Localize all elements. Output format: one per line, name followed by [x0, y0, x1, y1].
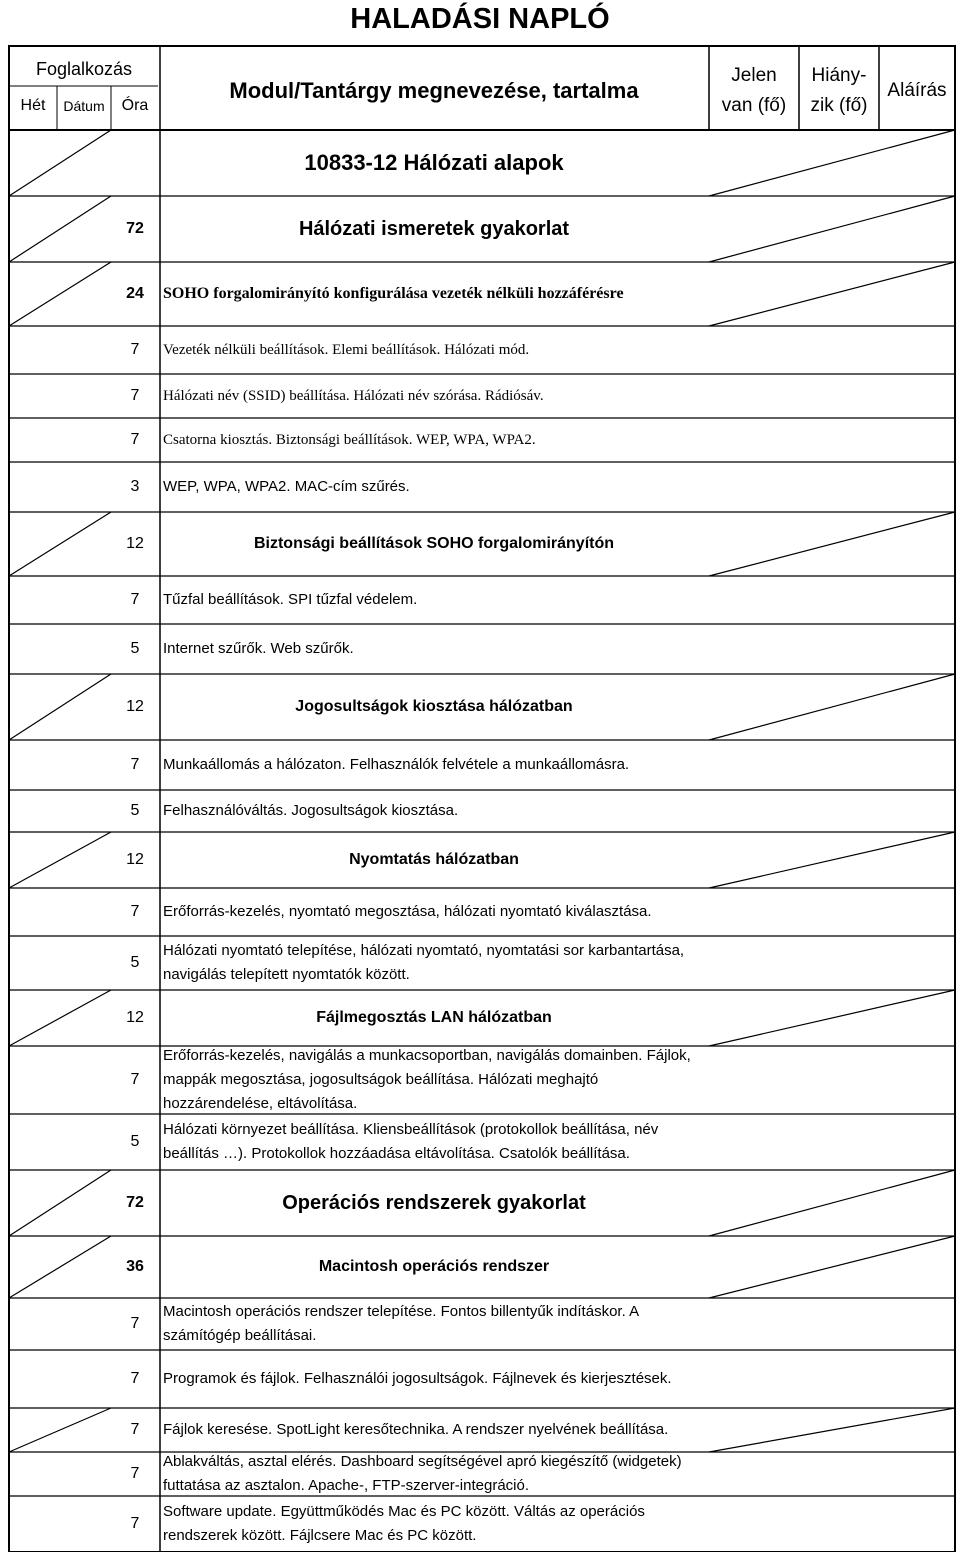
row-heading: Biztonsági beállítások SOHO forgalomirányítón — [253, 535, 615, 552]
row-diagonal-right — [709, 990, 955, 1046]
row-diagonal-left — [9, 1170, 111, 1236]
row-hours: 7 — [130, 1465, 140, 1482]
row-item-text: Hálózati nyomtató telepítése, hálózati nyomtató, nyomtatási sor karbantartása, navigálás telepített nyomtatók között. — [163, 942, 685, 983]
header-datum: Dátum — [63, 98, 105, 114]
header-hianyzik: Hiány-zik (fő) — [810, 65, 868, 116]
row-diagonal-left — [9, 196, 111, 262]
header-jelen-van: Jelen van (fő) — [721, 65, 787, 116]
row-diagonal-left — [9, 512, 111, 576]
row-hours: 12 — [126, 698, 144, 715]
row-heading: Macintosh operációs rendszer — [318, 1258, 550, 1275]
row-hours: 12 — [126, 535, 144, 552]
row-item-text: Programok és fájlok. Felhasználói jogosultságok. Fájlnevek és kierjesztések. — [163, 1370, 672, 1387]
header-ora: Óra — [121, 97, 149, 114]
row-hours: 7 — [130, 1315, 140, 1332]
row-hours: 7 — [130, 903, 140, 920]
row-diagonal-left — [9, 832, 111, 888]
row-diagonal-right — [709, 1236, 955, 1298]
row-hours: 5 — [130, 1133, 140, 1150]
row-diagonal-right — [709, 196, 955, 262]
row-hours: 12 — [126, 1009, 144, 1026]
row-hours: 5 — [130, 640, 140, 657]
row-item-text: Munkaállomás a hálózaton. Felhasználók felvétele a munkaállomásra. — [163, 756, 630, 773]
row-item-text: Erőforrás-kezelés, nyomtató megosztása, hálózati nyomtató kiválasztása. — [163, 903, 652, 920]
row-hours: 5 — [130, 802, 140, 819]
row-hours: 7 — [130, 1515, 140, 1532]
header-het: Hét — [20, 97, 46, 114]
row-item-text: Csatorna kiosztás. Biztonsági beállítások. WEP, WPA, WPA2. — [163, 432, 536, 448]
row-diagonal-right — [709, 1170, 955, 1236]
row-heading: 10833-12 Hálózati alapok — [304, 150, 564, 175]
row-item-text: Vezeték nélküli beállítások. Elemi beállítások. Hálózati mód. — [163, 342, 530, 358]
row-hours: 7 — [130, 591, 140, 608]
row-heading: Fájlmegosztás LAN hálózatban — [316, 1009, 552, 1026]
row-item-text: Macintosh operációs rendszer telepítése. Fontos billentyűk indításkor. A számítógép beállításai. — [163, 1303, 639, 1344]
row-diagonal-right — [709, 832, 955, 888]
page-title: HALADÁSI NAPLÓ — [350, 3, 610, 35]
row-diagonal-left — [9, 1408, 111, 1452]
row-heading: Hálózati ismeretek gyakorlat — [298, 218, 570, 240]
row-hours: 24 — [126, 285, 144, 302]
row-diagonal-right — [709, 130, 955, 196]
row-item-text: Erőforrás-kezelés, navigálás a munkacsoportban, navigálás domainben. Fájlok, mappák megosztása, jogosultságok beállítása. Hálózati meghajtó hozzárendelése, eltávolítása. — [163, 1047, 691, 1112]
row-heading: SOHO forgalomirányító konfigurálása vezeték nélküli hozzáférésre — [163, 285, 624, 302]
row-hours: 7 — [130, 1421, 140, 1438]
row-item-text: Internet szűrők. Web szűrők. — [163, 640, 354, 657]
row-hours: 72 — [126, 1194, 144, 1211]
row-item-text: Fájlok keresése. SpotLight keresőtechnika. A rendszer nyelvének beállítása. — [163, 1421, 669, 1438]
row-hours: 7 — [130, 341, 140, 358]
row-diagonal-right — [709, 1408, 955, 1452]
row-hours: 7 — [130, 756, 140, 773]
header-alairas: Aláírás — [887, 80, 947, 101]
row-item-text: Software update. Együttműködés Mac és PC között. Váltás az operációs rendszerek között. Fájlcsere Mac és PC között. — [163, 1503, 645, 1544]
row-diagonal-right — [709, 674, 955, 740]
row-diagonal-left — [9, 990, 111, 1046]
row-item-text: Hálózati környezet beállítása. Kliensbeállítások (protokollok beállítása, név beállítás …). Protokollok hozzáadása eltávolítása. Csatolók beállítása. — [163, 1121, 659, 1162]
row-diagonal-left — [9, 1236, 111, 1298]
row-hours: 7 — [130, 431, 140, 448]
row-hours: 36 — [126, 1258, 144, 1275]
row-hours: 7 — [130, 1370, 140, 1387]
row-hours: 5 — [130, 954, 140, 971]
row-hours: 72 — [126, 220, 144, 237]
row-diagonal-right — [709, 262, 955, 326]
row-diagonal-left — [9, 262, 111, 326]
header-foglalkozas: Foglalkozás — [35, 58, 133, 79]
row-item-text: WEP, WPA, WPA2. MAC-cím szűrés. — [163, 478, 410, 495]
row-diagonal-left — [9, 130, 111, 196]
row-heading: Jogosultságok kiosztása hálózatban — [295, 698, 573, 715]
row-heading: Operációs rendszerek gyakorlat — [282, 1192, 586, 1214]
row-item-text: Felhasználóváltás. Jogosultságok kiosztása. — [163, 802, 459, 819]
row-item-text: Ablakváltás, asztal elérés. Dashboard segítségével apró kiegészítő (widgetek) futtatása az asztalon. Apache-, FTP-szerver-integráció. — [163, 1453, 682, 1494]
row-hours: 7 — [130, 387, 140, 404]
row-item-text: Tűzfal beállítások. SPI tűzfal védelem. — [163, 591, 418, 608]
row-heading: Nyomtatás hálózatban — [349, 851, 519, 868]
row-hours: 3 — [130, 478, 140, 495]
row-diagonal-left — [9, 674, 111, 740]
row-hours: 7 — [130, 1071, 140, 1088]
row-hours: 12 — [126, 851, 144, 868]
row-item-text: Hálózati név (SSID) beállítása. Hálózati név szórása. Rádiósáv. — [163, 388, 544, 404]
header-modul: Modul/Tantárgy megnevezése, tartalma — [229, 78, 639, 103]
row-diagonal-right — [709, 512, 955, 576]
